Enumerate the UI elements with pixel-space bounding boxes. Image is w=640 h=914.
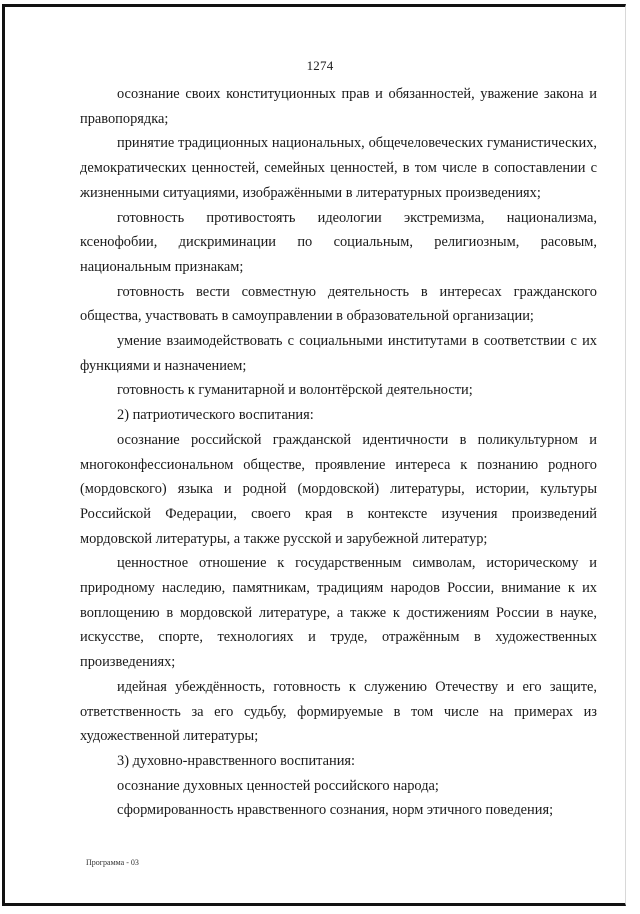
paragraph: идейная убеждённость, готовность к служению Отечеству и его защите, ответственность за его судьбу, формируемые в том числе на примерах из художественной литературы; bbox=[80, 678, 597, 745]
paragraph: осознание духовных ценностей российского народа; bbox=[117, 777, 439, 794]
paragraph: ценностное отношение к государственным символам, историческому и природному наследию, памятникам, традициям народов России, внимание к их воплощению в мордовской литературе, а также к достижениям России в науке, искусстве, спорте, технологиях и труде, отражённым в художественных произведениях; bbox=[80, 555, 597, 671]
footer-note: Программа - 03 bbox=[86, 858, 139, 867]
document-body bbox=[80, 82, 597, 823]
page-number: 1274 bbox=[306, 58, 334, 73]
paragraph: принятие традиционных национальных, общечеловеческих гуманистических, демократических ценностей, семейных ценностей, в том числе в сопоставлении с жизненными ситуациями, изображёнными в литературных произведениях; bbox=[80, 135, 597, 201]
paragraph: умение взаимодействовать с социальными институтами в соответствии с их функциями и назначением; bbox=[80, 333, 597, 374]
section-heading: 3) духовно-нравственного воспитания: bbox=[117, 752, 356, 769]
paragraph: готовность вести совместную деятельность в интересах гражданского общества, участвовать в самоуправлении в образовательной организации; bbox=[80, 283, 597, 325]
paragraph: осознание российской гражданской идентичности в поликультурном и многоконфессиональном обществе, проявление интереса к познанию родного (мордовского) языка и родной (мордовской) литературы, истории, культуры Российской Федерации, своего края в контексте изучения произведений мордовской литературы, а также русской и зарубежной литератур; bbox=[80, 431, 597, 547]
paragraph: готовность к гуманитарной и волонтёрской деятельности; bbox=[117, 382, 473, 399]
paragraph: осознание своих конституционных прав и обязанностей, уважение закона и правопорядка; bbox=[80, 86, 597, 127]
paragraph: готовность противостоять идеологии экстремизма, национализма, ксенофобии, дискриминации по социальным, религиозным, расовым, национальным признакам; bbox=[80, 209, 597, 275]
section-heading: 2) патриотического воспитания: bbox=[117, 407, 314, 424]
paragraph: сформированность нравственного сознания, норм этичного поведения; bbox=[117, 802, 554, 819]
